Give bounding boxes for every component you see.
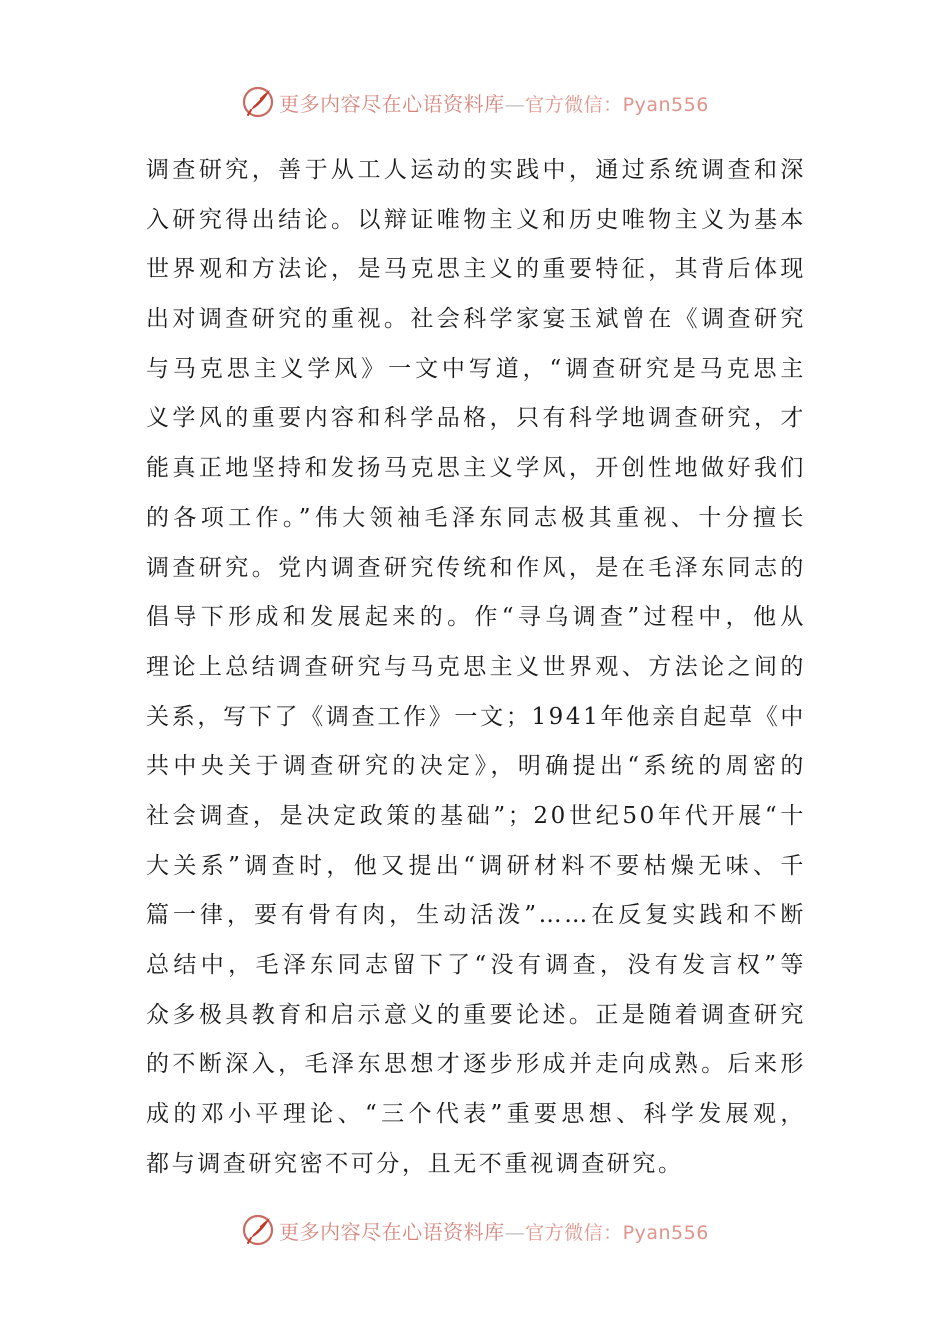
- body-line: 能真正地坚持和发扬马克思主义学风，开创性地做好我们: [146, 455, 806, 482]
- banner-text-wechat: 官方微信：Pyan556: [525, 1221, 709, 1244]
- banner-text-main: 更多内容尽在心语资料库: [279, 1219, 505, 1244]
- body-line: 关系，写下了《调查工作》一文；1941年他亲自起草《中: [146, 703, 806, 730]
- header-banner: [0, 78, 950, 126]
- banner-text-wechat: 官方微信：Pyan556: [525, 93, 709, 116]
- body-line: 与马克思主义学风》一文中写道，“调查研究是马克思主: [146, 355, 806, 382]
- banner-text-dash: —: [504, 1219, 526, 1244]
- body-line: 理论上总结调查研究与马克思主义世界观、方法论之间的: [146, 653, 806, 680]
- body-line: 义学风的重要内容和科学品格，只有科学地调查研究，才: [146, 405, 806, 432]
- body-line: 出对调查研究的重视。社会科学家宴玉斌曾在《调查研究: [146, 306, 806, 333]
- body-line: 的不断深入，毛泽东思想才逐步形成并走向成熟。后来形: [146, 1051, 806, 1078]
- quill-pen-circle-icon: [241, 1213, 275, 1247]
- body-line: 篇一律，要有骨有肉，生动活泼”……在反复实践和不断: [146, 902, 806, 929]
- body-line: 都与调查研究密不可分，且无不重视调查研究。: [146, 1150, 684, 1177]
- document-body: [146, 146, 806, 1189]
- body-line: 调查研究。党内调查研究传统和作风，是在毛泽东同志的: [146, 554, 806, 581]
- body-line: 的各项工作。”伟大领袖毛泽东同志极其重视、十分擅长: [146, 504, 806, 531]
- body-line: 世界观和方法论，是马克思主义的重要特征，其背后体现: [146, 256, 806, 283]
- banner-text: [279, 88, 709, 117]
- quill-pen-circle-icon: [241, 85, 275, 119]
- body-line: 成的邓小平理论、“三个代表”重要思想、科学发展观，: [146, 1101, 806, 1128]
- body-line: 调查研究，善于从工人运动的实践中，通过系统调查和深: [146, 157, 806, 183]
- body-line: 社会调查，是决定政策的基础”；20世纪50年代开展“十: [146, 802, 806, 829]
- body-line: 大关系”调查时，他又提出“调研材料不要枯燥无味、千: [146, 852, 806, 879]
- footer-banner: [0, 1206, 950, 1254]
- body-line: 总结中，毛泽东同志留下了“没有调查，没有发言权”等: [146, 952, 806, 978]
- body-line: 共中央关于调查研究的决定》，明确提出“系统的周密的: [146, 753, 806, 780]
- body-line: 入研究得出结论。以辩证唯物主义和历史唯物主义为基本: [146, 206, 806, 233]
- body-line: 众多极具教育和启示意义的重要论述。正是随着调查研究: [146, 1001, 806, 1028]
- body-line: 倡导下形成和发展起来的。作“寻乌调查”过程中，他从: [146, 604, 806, 631]
- banner-text: [279, 1216, 709, 1245]
- banner-text-dash: —: [504, 91, 526, 116]
- banner-text-main: 更多内容尽在心语资料库: [279, 91, 505, 116]
